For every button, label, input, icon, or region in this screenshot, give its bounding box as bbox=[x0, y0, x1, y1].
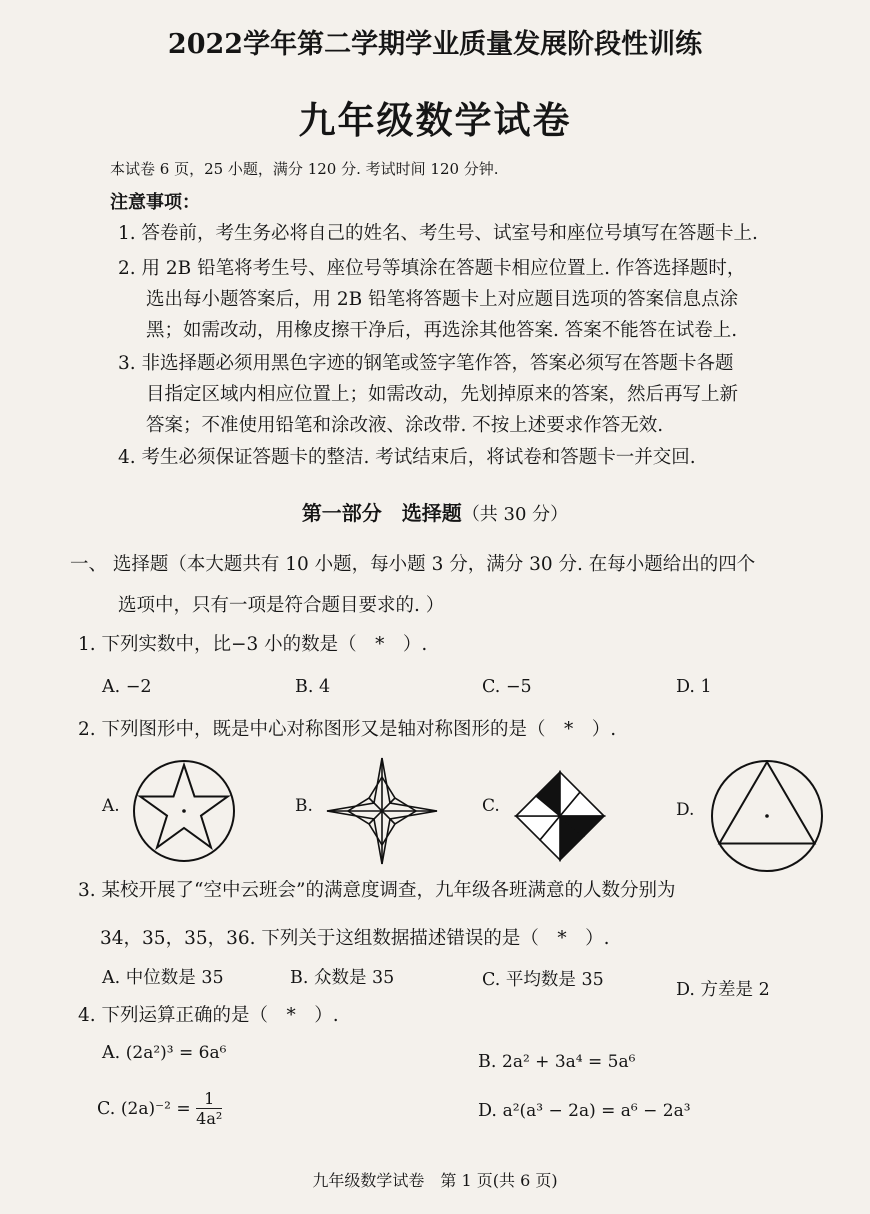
part-one-title: 第一部分 选择题 bbox=[301, 501, 462, 525]
q4-option-d-expr: a²(a³ − 2a) = a⁶ − 2a³ bbox=[502, 1101, 691, 1121]
q4-option-b bbox=[478, 1052, 635, 1072]
question-2-stem: 2. 下列图形中，既是中心对称图形又是轴对称图形的是（ * ）. bbox=[78, 719, 617, 740]
q4-option-c-fraction bbox=[196, 1090, 222, 1129]
q1-option-d: D. 1 bbox=[676, 677, 712, 697]
q4-option-a bbox=[102, 1043, 226, 1063]
q4-option-d-label: D. bbox=[478, 1101, 497, 1121]
notice-line-8: 4. 考生必须保证答题卡的整洁. 考试结束后，将试卷和答题卡一并交回. bbox=[118, 447, 696, 468]
q4-option-a-label: A. bbox=[102, 1043, 121, 1063]
q4-option-c-label: C. bbox=[97, 1099, 116, 1119]
notice-heading: 注意事项： bbox=[110, 192, 200, 213]
page-footer: 九年级数学试卷 第 1 页(共 6 页) bbox=[312, 1171, 558, 1190]
q2-label-b: B. bbox=[295, 796, 313, 816]
q4-option-b-expr: 2a² + 3a⁴ = 5a⁶ bbox=[502, 1052, 636, 1072]
question-3-stem-1: 3. 某校开展了“空中云班会”的满意度调查，九年级各班满意的人数分别为 bbox=[78, 880, 676, 901]
notice-line-6: 目指定区域内相应位置上；如需改动，先划掉原来的答案，然后再写上新 bbox=[146, 384, 739, 405]
section-one-line-2: 选项中，只有一项是符合题目要求的. ） bbox=[118, 595, 445, 616]
fraction-numerator: 1 bbox=[196, 1090, 222, 1109]
q3-option-c: C. 平均数是 35 bbox=[482, 970, 604, 990]
q1-option-b: B. 4 bbox=[295, 677, 331, 697]
notice-line-5: 3. 非选择题必须用黑色字迹的钢笔或签字笔作答，答案必须写在答题卡各题 bbox=[118, 353, 734, 374]
part-one-heading bbox=[0, 497, 870, 526]
pinwheel-figure bbox=[512, 768, 608, 864]
notice-line-7: 答案；不准使用铅笔和涂改液、涂改带. 不按上述要求作答无效. bbox=[146, 415, 664, 436]
q2-label-d: D. bbox=[676, 800, 695, 820]
exam-title: 2022学年第二学期学业质量发展阶段性训练 bbox=[167, 29, 703, 60]
q4-option-d bbox=[478, 1101, 691, 1121]
question-4-stem: 4. 下列运算正确的是（ * ）. bbox=[78, 1005, 339, 1026]
notice-line-2: 2. 用 2B 铅笔将考生号、座位号等填涂在答题卡相应位置上. 作答选择题时， bbox=[118, 258, 746, 279]
compass-star-figure bbox=[322, 755, 442, 867]
q1-option-c: C. −5 bbox=[482, 677, 532, 697]
circle-star-figure bbox=[130, 757, 238, 865]
circle-triangle-figure bbox=[708, 757, 826, 875]
q4-option-c bbox=[97, 1090, 222, 1129]
fraction-denominator: 4a² bbox=[196, 1109, 223, 1128]
exam-info: 本试卷 6 页，25 小题，满分 120 分. 考试时间 120 分钟. bbox=[110, 160, 499, 178]
exam-subtitle: 九年级数学试卷 bbox=[298, 98, 572, 142]
part-one-points: （共 30 分） bbox=[461, 504, 569, 525]
q3-option-b: B. 众数是 35 bbox=[290, 968, 395, 988]
question-3-stem-2: 34，35，35，36. 下列关于这组数据描述错误的是（ * ）. bbox=[100, 928, 610, 949]
notice-line-1: 1. 答卷前，考生务必将自己的姓名、考生号、试室号和座位号填写在答题卡上. bbox=[118, 223, 758, 244]
question-1-stem: 1. 下列实数中，比−3 小的数是（ * ）. bbox=[78, 634, 428, 655]
q4-option-c-expr: (2a)⁻² = bbox=[120, 1099, 191, 1119]
q2-label-a: A. bbox=[102, 796, 120, 816]
q4-option-b-label: B. bbox=[478, 1052, 497, 1072]
q1-option-a: A. −2 bbox=[102, 677, 152, 697]
q3-option-a: A. 中位数是 35 bbox=[102, 968, 224, 988]
notice-line-3: 选出每小题答案后，用 2B 铅笔将答题卡上对应题目选项的答案信息点涂 bbox=[146, 289, 739, 310]
section-one-line-1: 一、 选择题（本大题共有 10 小题，每小题 3 分，满分 30 分. 在每小题给出的四个 bbox=[70, 554, 756, 575]
q2-label-c: C. bbox=[482, 796, 500, 816]
notice-line-4: 黑；如需改动，用橡皮擦干净后，再选涂其他答案. 答案不能答在试卷上. bbox=[146, 320, 738, 341]
q3-option-d: D. 方差是 2 bbox=[676, 980, 770, 1000]
q4-option-a-expr: (2a²)³ = 6a⁶ bbox=[125, 1043, 227, 1063]
